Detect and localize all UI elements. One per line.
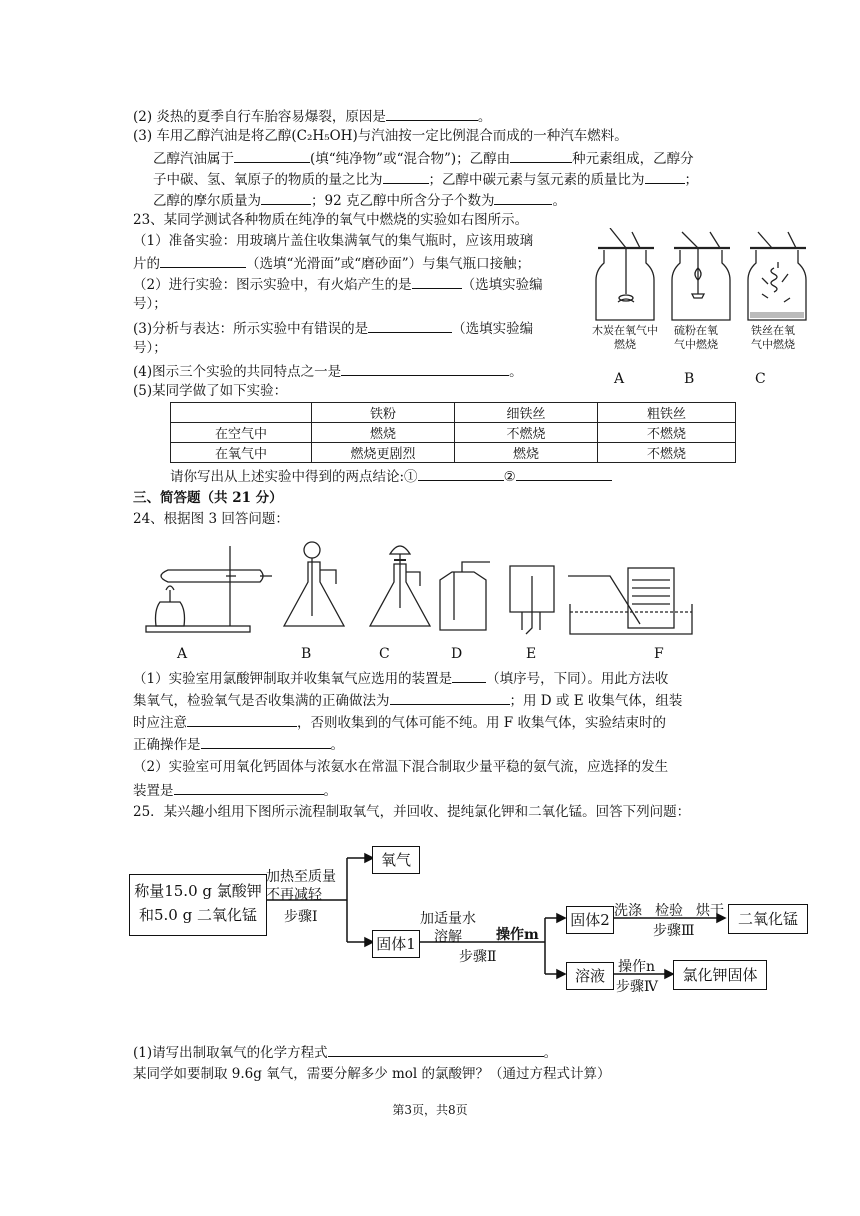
q23-p2: （2）进行实验：图示实验中，有火焰产生的是 （选填实验编 [133, 274, 543, 294]
q22-line-5: 子中碳、氢、氧原子的物质的量之比为 ；乙醇中碳元素与氢元素的质量比为 ； [153, 169, 698, 189]
blank[interactable] [510, 148, 572, 163]
blank[interactable] [234, 148, 310, 163]
blank[interactable] [261, 190, 311, 205]
flow-step1: 步骤Ⅰ [284, 909, 318, 925]
q23-p3-cont: 号）； [133, 340, 167, 356]
q22-line-2: (2) 炎热的夏季自行车胎容易爆裂，原因是 。 [133, 106, 491, 126]
jar-c-label: C [755, 371, 766, 387]
table-row: 在空气中 燃烧 不燃烧 不燃烧 [171, 423, 736, 443]
flow-step4: 步骤Ⅳ [616, 979, 658, 995]
q24-p2: （2）实验室可用氧化钙固体与浓氨水在常温下混合制取少量平稳的氨气流，应选择的发生 [133, 759, 669, 775]
apparatus-label-e: E [526, 646, 537, 662]
q22-line-6: 乙醇的摩尔质量为 ；92 克乙醇中所含分子个数为 。 [153, 190, 566, 210]
q24-p1-cont2: 时应注意 ，否则收集到的气体可能不纯。用 F 收集气体，实验结束时的 [133, 712, 666, 732]
q23-p4: (4)图示三个实验的共同特点之一是 。 [133, 361, 523, 381]
q24-p2-cont: 装置是 。 [133, 780, 337, 800]
q23-conclusion: 请你写出从上述实验中得到的两点结论:① ② [170, 466, 612, 486]
table-row: 铁粉 细铁丝 粗铁丝 [171, 403, 736, 423]
blank[interactable] [645, 169, 685, 184]
apparatus-label-d: D [451, 646, 463, 662]
q23-p1: （1）准备实验：用玻璃片盖住收集满氧气的集气瓶时，应该用玻璃 [133, 233, 534, 249]
blank[interactable] [174, 780, 324, 795]
blank[interactable] [452, 668, 486, 683]
apparatus-figure [140, 540, 700, 640]
jar-a-label: A [614, 371, 625, 387]
q25-p2: 某同学如要制取 9.6g 氧气，需要分解多少 mol 的氯酸钾？（通过方程式计算） [133, 1066, 611, 1082]
blank[interactable] [516, 466, 612, 481]
blank[interactable] [187, 712, 297, 727]
jar-c-caption: 铁丝在氧气中燃烧 [751, 324, 795, 351]
flow-mno2-box: 二氧化锰 [728, 904, 808, 934]
flow-step3: 步骤Ⅲ [653, 923, 695, 939]
blank[interactable] [494, 190, 552, 205]
flow-dry: 烘干 [696, 903, 724, 919]
flow-dissolve-label: 加适量水 溶解 [420, 911, 476, 945]
q22-line-4: 乙醇汽油属于 (填“纯净物”或“混合物”)；乙醇由 种元素组成，乙醇分 [153, 148, 694, 168]
blank[interactable] [341, 361, 509, 376]
blank[interactable] [390, 690, 510, 705]
blank[interactable] [386, 106, 478, 121]
q23-title: 23、某同学测试各种物质在纯净的氧气中燃烧的实验如右图所示。 [133, 212, 529, 228]
apparatus-label-c: C [379, 646, 390, 662]
q23-p1-cont: 片的 （选填“光滑面”或“磨砂面”）与集气瓶口接触； [133, 253, 530, 273]
blank[interactable] [201, 734, 331, 749]
iron-combustion-table [170, 402, 736, 463]
blank[interactable] [418, 466, 504, 481]
blank[interactable] [328, 1042, 544, 1057]
blank[interactable] [412, 274, 462, 289]
q22-line-3: (3) 车用乙醇汽油是将乙醇(C₂H₅OH)与汽油按一定比例混合而成的一种汽车燃料。 [133, 128, 628, 144]
jar-b-caption: 硫粉在氧气中燃烧 [674, 324, 718, 351]
jar-a-caption: 木炭在氧气中燃烧 [592, 324, 658, 351]
flow-kcl-box: 氯化钾固体 [673, 960, 767, 990]
section-3-heading: 三、简答题（共 21 分） [133, 490, 283, 506]
flow-solid2-box: 固体2 [566, 906, 614, 934]
blank[interactable] [160, 253, 246, 268]
flow-oxygen-box: 氧气 [372, 846, 420, 874]
q25-p1: (1)请写出制取氧气的化学方程式 。 [133, 1042, 557, 1062]
table-row: 在氧气中 燃烧更剧烈 燃烧 不燃烧 [171, 443, 736, 463]
blank[interactable] [383, 169, 429, 184]
blank[interactable] [368, 318, 452, 333]
q24-title: 24、根据图 3 回答问题： [133, 511, 289, 527]
flow-solid1-box: 固体1 [372, 930, 420, 958]
q23-p5: (5)某同学做了如下实验： [133, 383, 288, 399]
apparatus-label-a: A [177, 646, 188, 662]
jar-b-label: B [684, 371, 695, 387]
q24-p1: （1）实验室用氯酸钾制取并收集氧气应选用的装置是 （填序号，下同）。用此方法收 [133, 668, 668, 688]
flow-wash: 洗涤 [614, 903, 642, 919]
q24-p1-cont3: 正确操作是 。 [133, 734, 344, 754]
q23-p3: (3)分析与表达：所示实验中有错误的是 （选填实验编 [133, 318, 533, 338]
flow-start-box: 称量15.0 g 氯酸钾 和5.0 g 二氧化锰 [129, 874, 267, 936]
flow-step2: 步骤Ⅱ [459, 949, 497, 965]
flow-check: 检验 [655, 903, 683, 919]
apparatus-label-f: F [654, 646, 664, 662]
apparatus-label-b: B [301, 646, 312, 662]
flow-solution-box: 溶液 [566, 962, 614, 990]
q23-p2-cont: 号）； [133, 296, 167, 312]
flow-op-n: 操作n [618, 959, 656, 975]
q24-p1-cont: 集氧气，检验氧气是否收集满的正确做法为 ；用 D 或 E 收集气体，组装 [133, 690, 682, 710]
page-footer: 第3页，共8页 [392, 1103, 468, 1117]
q25-title: 25．某兴趣小组用下图所示流程制取氧气，并回收、提纯氯化钾和二氧化锰。回答下列问题： [133, 804, 691, 820]
flow-op-m: 操作m [496, 927, 539, 943]
flow-heat-label: 加热至质量 不再减轻 [266, 869, 336, 903]
